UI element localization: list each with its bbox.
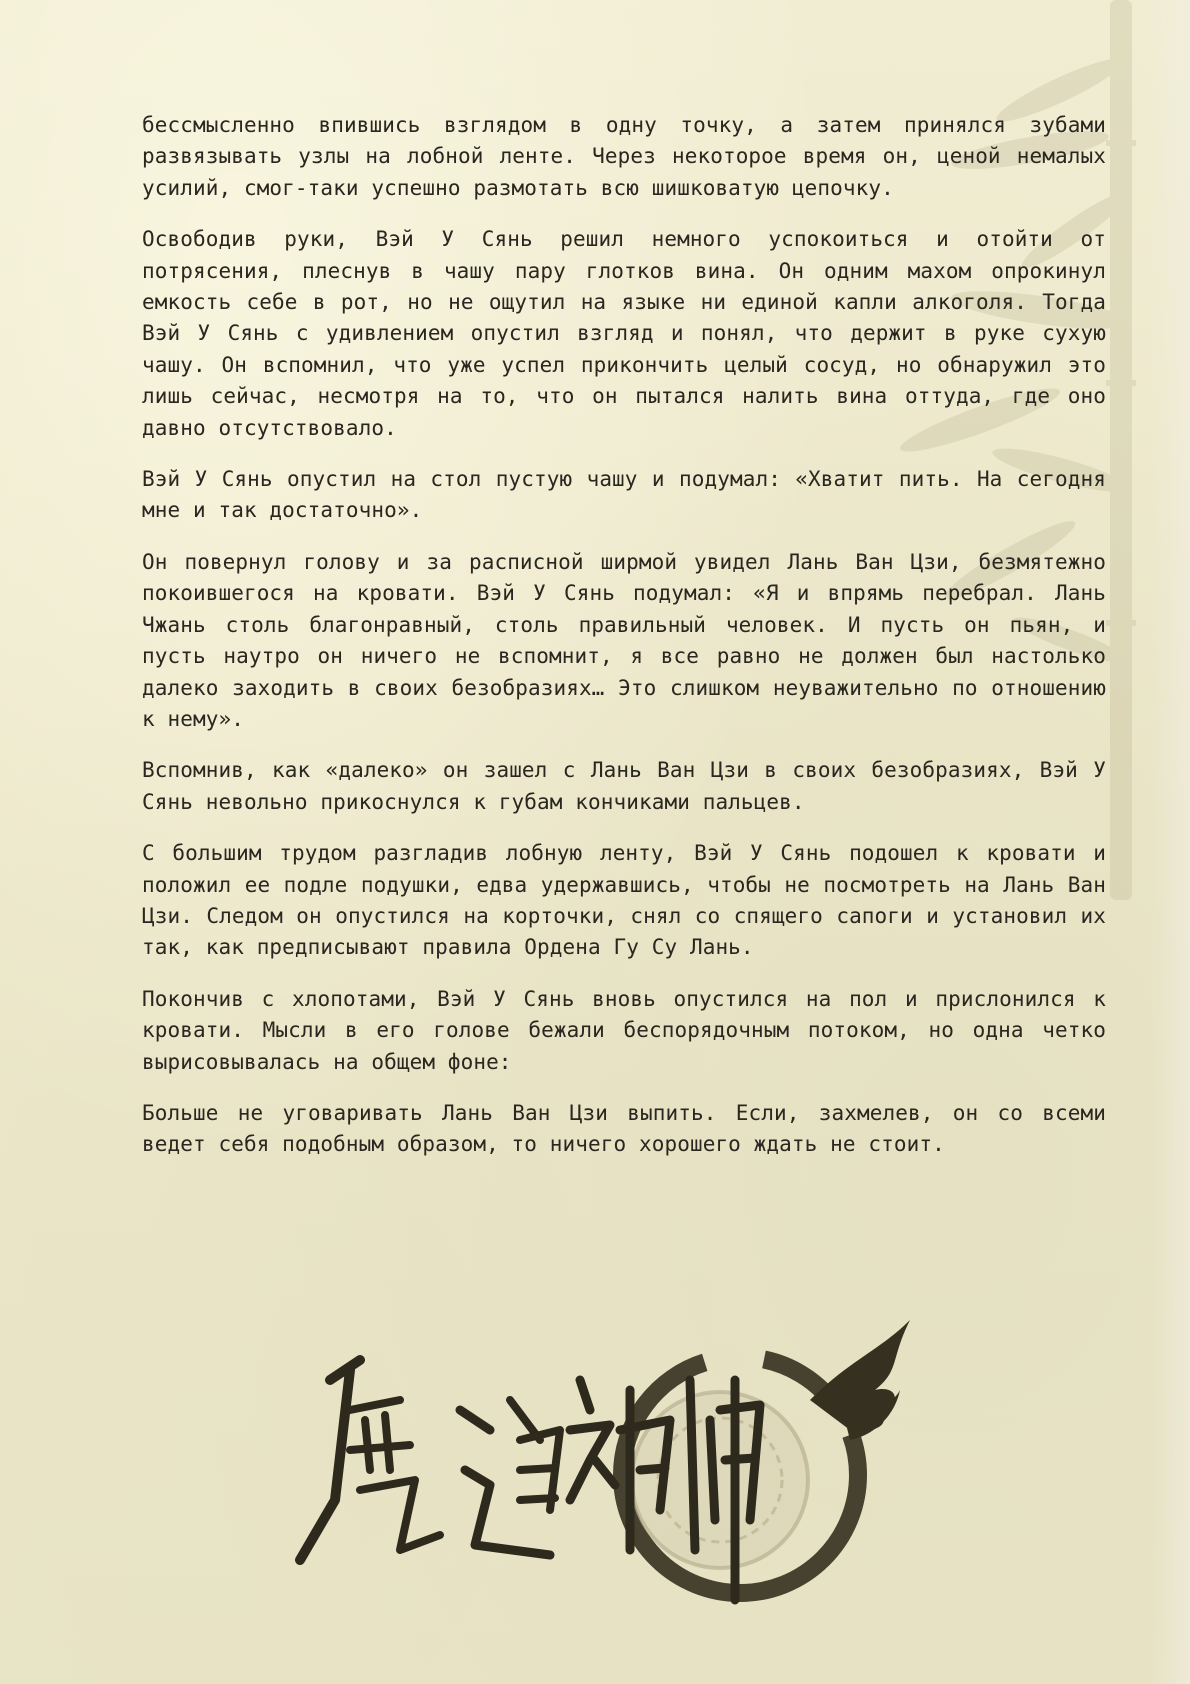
- ink-brush-calligraphy-logo-icon: [290, 1320, 920, 1620]
- paragraph-4: Он повернул голову и за расписной ширмой увидел Лань Ван Цзи, безмятежно покоившегося на кровати. Вэй У Сянь подумал: «Я и впрямь перебрал. Лань Чжань столь благонравный, столь правильный человек. И пусть он пьян, и пусть наутро он ничего не вспомнит, я все равно не должен был настолько далеко заходить в своих безобразиях… Это слишком неуважительно по отношению к нему».: [142, 549, 1106, 731]
- paragraph-8: Больше не уговаривать Лань Ван Цзи выпить. Если, захмелев, он со всеми ведет себя подобным образом, то ничего хорошего ждать не стоит.: [142, 1100, 1106, 1157]
- paragraph-6: С большим трудом разгладив лобную ленту, Вэй У Сянь подошел к кровати и положил ее подле подушки, едва удержавшись, чтобы не посмотреть на Лань Ван Цзи. Следом он опустился на корточки, снял со спящего сапоги и установил их так, как предписывают правила Ордена Гу Су Лань.: [142, 841, 1106, 960]
- paragraph-2: Освободив руки, Вэй У Сянь решил немного успокоиться и отойти от потрясения, плеснув в чашу пару глотков вина. Он одним махом опрокинул емкость себе в рот, но не ощутил на языке ни единой капли алкоголя. Тогда Вэй У Сянь с удивлением опустил взгляд и понял, что держит в руке сухую чашу. Он вспомнил, что уже успел прикончить целый сосуд, но обнаружил это лишь сейчас, несмотря на то, что он пытался налить вина оттуда, где оно давно отсутствовало.: [142, 227, 1106, 440]
- paragraph-3: Вэй У Сянь опустил на стол пустую чашу и подумал: «Хватит пить. На сегодня мне и так достаточно».: [142, 467, 1106, 523]
- page-edge-shade: [1150, 0, 1190, 1684]
- paragraph-7: Покончив с хлопотами, Вэй У Сянь вновь опустился на пол и прислонился к кровати. Мысли в его голове бежали беспорядочным потоком, но одна четко вырисовывалась на общем фоне:: [142, 986, 1106, 1074]
- paragraph-5: Вспомнив, как «далеко» он зашел с Лань Ван Цзи в своих безобразиях, Вэй У Сянь невольно прикоснулся к губам кончиками пальцев.: [142, 758, 1106, 814]
- paragraph-1: бессмысленно впившись взглядом в одну точку, а затем принялся зубами развязывать узлы на лобной ленте. Через некоторое время он, ценой немалых усилий, смог-таки успешно размотать всю шишковатую цепочку.: [142, 113, 1106, 200]
- text-body: [142, 110, 1106, 1181]
